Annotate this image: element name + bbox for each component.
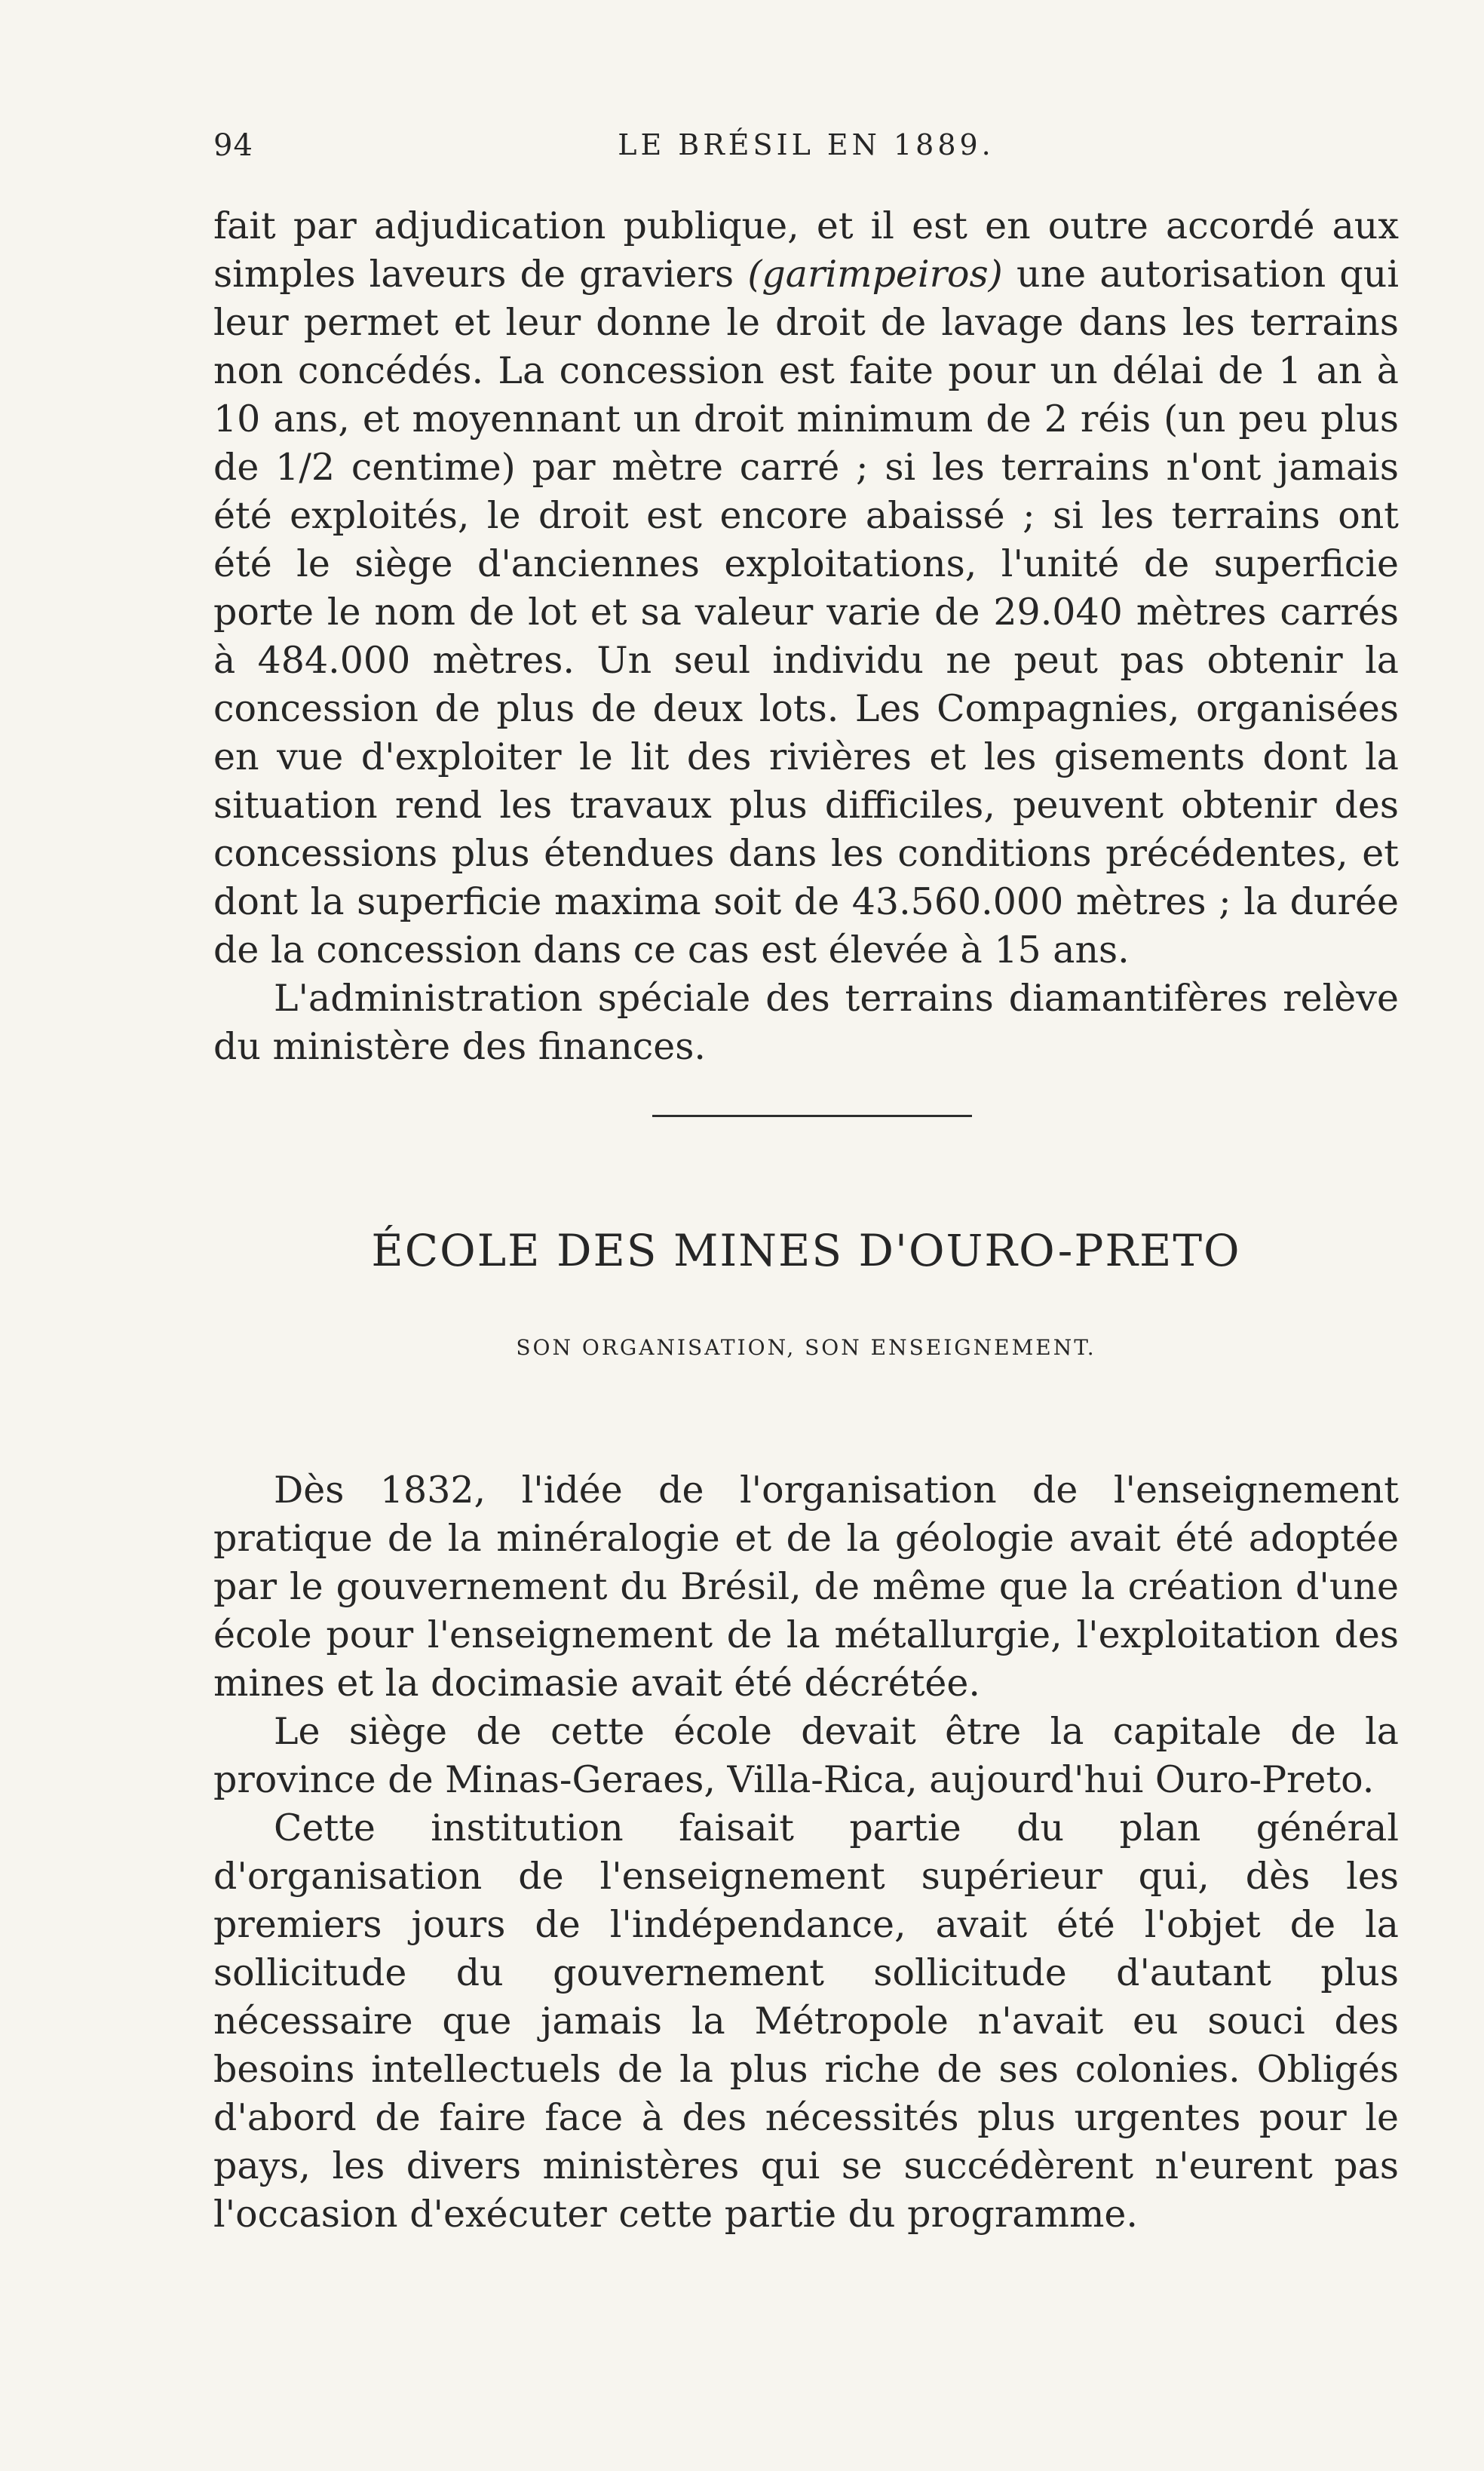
- paragraph-text: fait par adjudication publique, et il est en outre accordé aux simples laveurs de graviers: [213, 204, 1399, 296]
- running-header: [213, 128, 1399, 173]
- section-title: ÉCOLE DES MINES D'OURO-PRETO: [371, 1225, 1241, 1276]
- paragraph-history: Dès 1832, l'idée de l'organisation de l'enseignement pratique de la minéralogie et de la géologie avait été adoptée par le gouvernement du Brésil, de même que la création d'une école pour l'enseignement de la métallurgie, l'exploitation des mines et la docimasie avait été décrétée.: [213, 1469, 1399, 1705]
- italic-term: (garimpeiros): [747, 253, 1003, 296]
- paragraph-location: Le siège de cette école devait être la capitale de la province de Minas-Geraes, Villa-Rica, aujourd'hui Ouro-Preto.: [213, 1710, 1399, 1801]
- section-school-of-mines: [213, 1466, 1399, 2239]
- section-divider: [652, 1115, 972, 1117]
- section-mining-concessions: [213, 202, 1399, 1071]
- paragraph-administration: L'administration spéciale des terrains diamantifères relève du ministère des finances.: [213, 977, 1399, 1068]
- paragraph-concessions: [213, 202, 1399, 975]
- paragraph-institution: Cette institution faisait partie du plan général d'organisation de l'enseignement supérieur qui, dès les premiers jours de l'indépendance, avait été l'objet de la sollicitude du gouvernement sollicitude d'autant plus nécessaire que jamais la Métropole n'avait eu souci des besoins intellectuels de la plus riche de ses colonies. Obligés d'abord de faire face à des nécessités plus urgentes pour le pays, les divers ministères qui se succédèrent n'eurent pas l'occasion d'exécuter cette partie du programme.: [213, 1806, 1399, 2236]
- paragraph-text: une autorisation qui leur permet et leur donne le droit de lavage dans les terrains non concédés. La concession est faite pour un délai de 1 an à 10 ans, et moyennant un droit minimum de 2 réis (un peu plus de 1/2 centime) par mètre carré ; si les terrains n'ont jamais été exploités, le droit est encore abaissé ; si les terrains ont été le siège d'anciennes exploitations, l'unité de superficie porte le nom de lot et sa valeur varie de 29.040 mètres carrés à 484.000 mètres. Un seul individu ne peut pas obtenir la concession de plus de deux lots. Les Compagnies, organisées en vue d'exploiter le lit des rivières et les gisements dont la situation rend les travaux plus difficiles, peuvent obtenir des concessions plus étendues dans les conditions précédentes, et dont la superficie maxima soit de 43.560.000 mètres ; la durée de la concession dans ce cas est élevée à 15 ans.: [213, 253, 1399, 972]
- page-number: 94: [213, 128, 253, 163]
- section-subtitle: SON ORGANISATION, SON ENSEIGNEMENT.: [516, 1335, 1096, 1360]
- running-title: LE BRÉSIL EN 1889.: [618, 128, 995, 161]
